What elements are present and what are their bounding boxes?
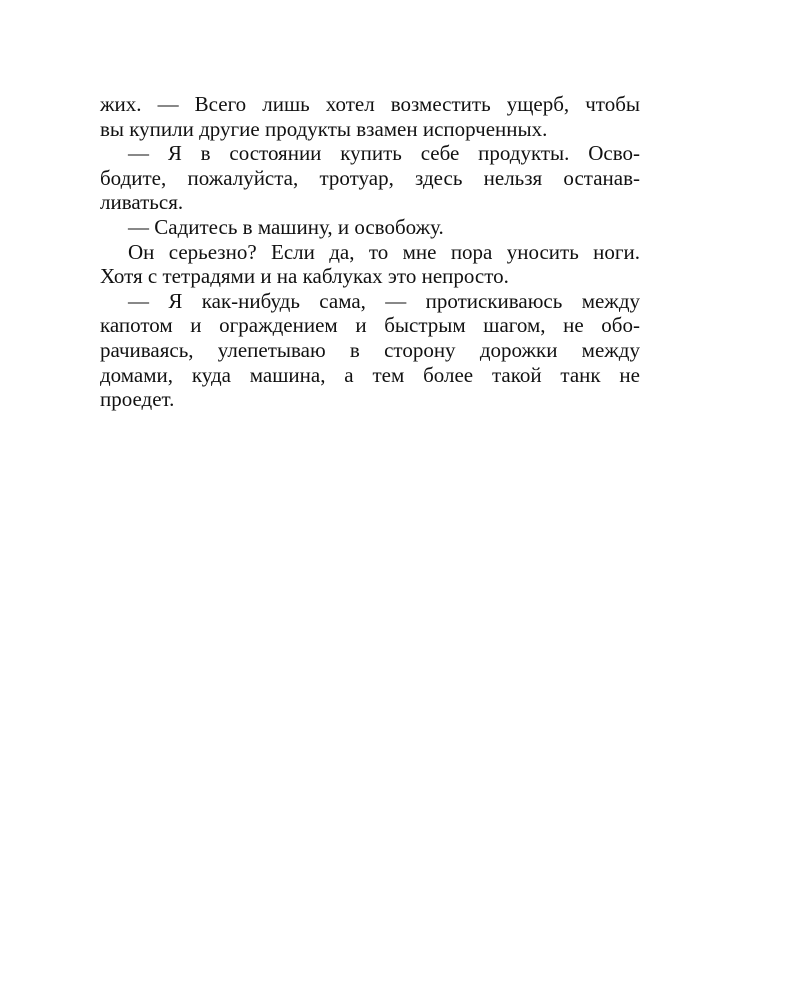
text-line-9: — Я как-нибудь сама, — протискиваюсь между bbox=[128, 288, 640, 313]
text-line-10: капотом и ограждением и быстрым шагом, не обо- bbox=[100, 313, 640, 338]
text-line-2: вы купили другие продукты взамен испорченных. bbox=[100, 116, 548, 141]
text-line-11: рачиваясь, улепетываю в сторону дорожки между bbox=[100, 337, 640, 362]
text-line-6: — Садитесь в машину, и освобожу. bbox=[128, 214, 444, 239]
text-line-13: проедет. bbox=[100, 387, 175, 412]
text-line-4: бодите, пожалуйста, тротуар, здесь нельзя останав- bbox=[100, 165, 640, 190]
text-line-1: жих. — Всего лишь хотел возместить ущерб, чтобы bbox=[100, 92, 640, 116]
text-line-12: домами, куда машина, а тем более такой танк не bbox=[100, 362, 640, 387]
text-line-8: Хотя с тетрадями и на каблуках это непросто. bbox=[100, 264, 509, 289]
text-line-7: Он серьезно? Если да, то мне пора уносить ноги. bbox=[128, 239, 640, 264]
body-text bbox=[100, 92, 640, 412]
text-line-5: ливаться. bbox=[100, 190, 184, 215]
text-line-3: — Я в состоянии купить себе продукты. Осво- bbox=[128, 141, 640, 166]
